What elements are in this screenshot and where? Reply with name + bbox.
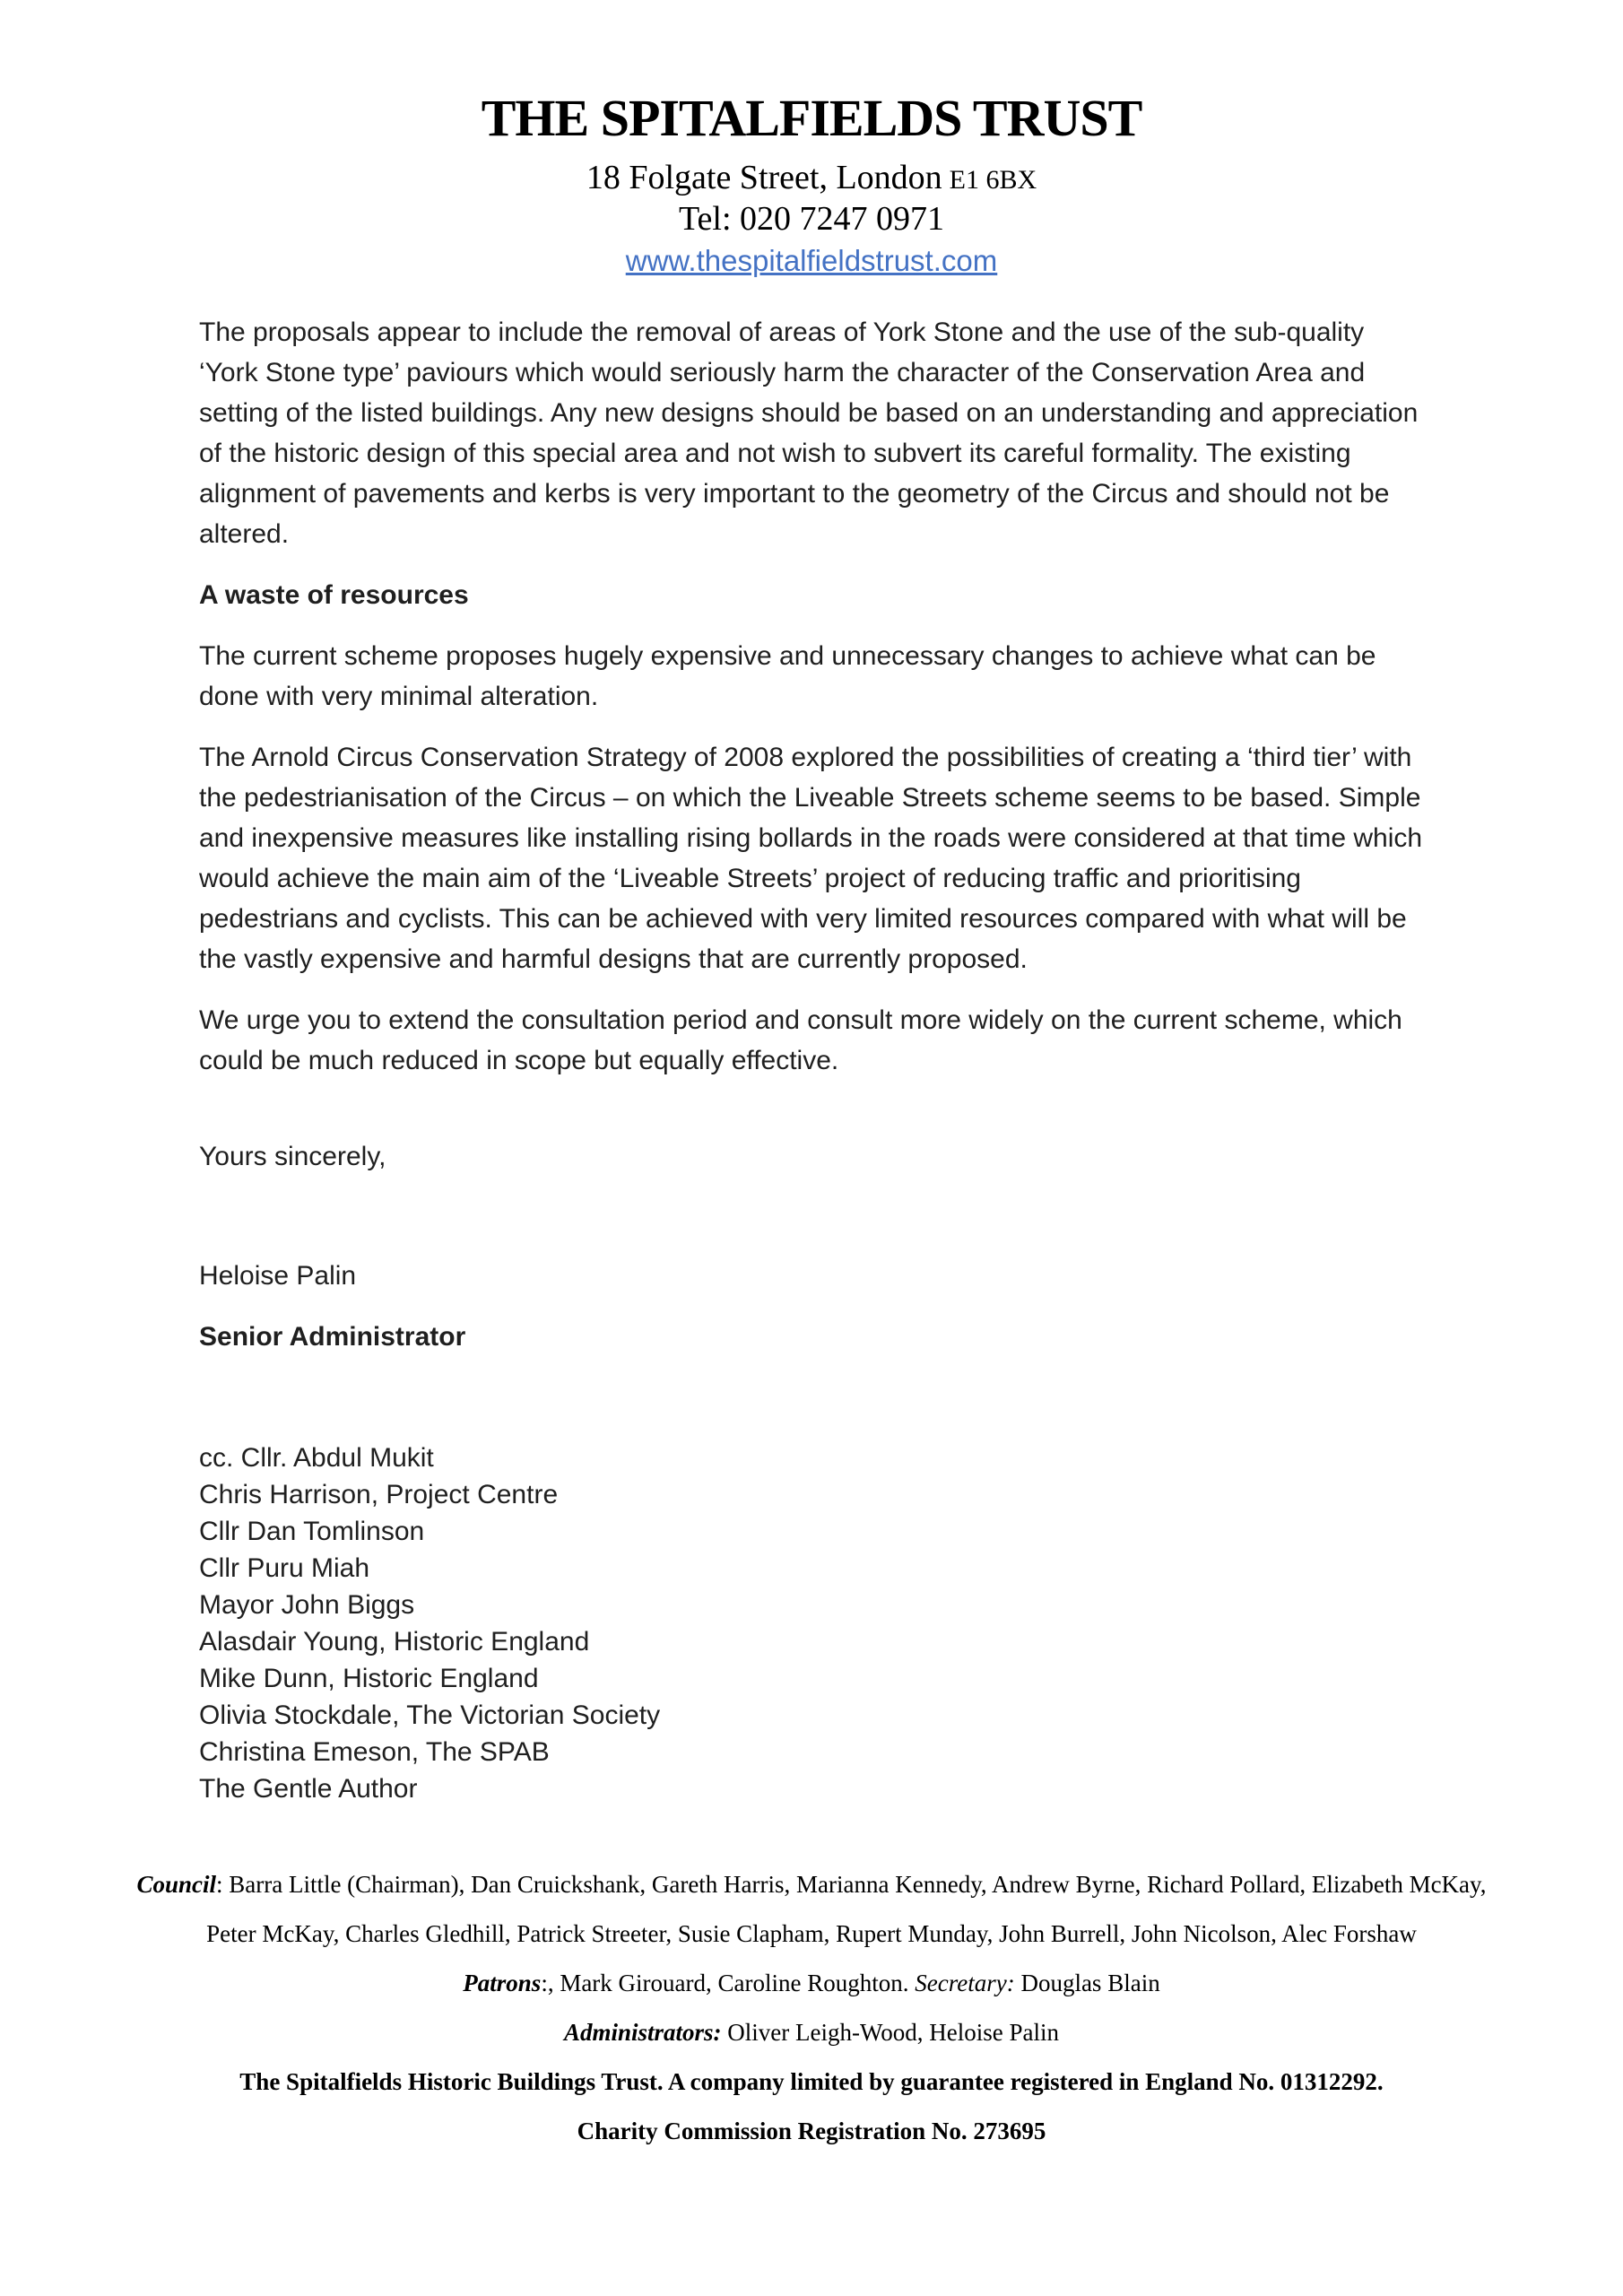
section-heading-waste-of-resources: A waste of resources — [199, 579, 469, 610]
cc-list-item: Alasdair Young, Historic England — [199, 1626, 590, 1657]
secretary-name: Douglas Blain — [1014, 1970, 1160, 1996]
charity-registration-line: Charity Commission Registration No. 273695 — [577, 2118, 1046, 2144]
cc-list-item: Chris Harrison, Project Centre — [199, 1479, 559, 1509]
company-registration-line: The Spitalfields Historic Buildings Trust. A company limited by guarantee registered in England No. 01312292. — [239, 2068, 1384, 2095]
cc-list-item: Christina Emeson, The SPAB — [199, 1736, 550, 1767]
cc-list-item: Mayor John Biggs — [199, 1589, 415, 1620]
address-street: 18 Folgate Street, London — [586, 158, 942, 196]
council-label: Council — [136, 1871, 216, 1898]
scheme-paragraph: The current scheme proposes hugely expensive and unnecessary changes to achieve what can be done with very minimal alteration. — [199, 640, 1376, 711]
signatory-title: Senior Administrator — [199, 1321, 466, 1352]
cc-list-item: Cllr Dan Tomlinson — [199, 1516, 425, 1546]
intro-paragraph: The proposals appear to include the removal of areas of York Stone and the use of the sub-quality ‘York Stone type’ paviours which would seriously harm the character of the Conservation Area and setting of the listed buildings. Any new designs should be based on an understanding and appreciation of the historic design of this special area and not wish to subvert its careful formality. The existing alignment of pavements and kerbs is very important to the geometry of the Circus and should not be altered. — [199, 317, 1419, 549]
administrators-line — [126, 2018, 1497, 2047]
administrators-names: Oliver Leigh-Wood, Heloise Palin — [721, 2019, 1060, 2046]
cc-list-item: Olivia Stockdale, The Victorian Society — [199, 1700, 661, 1730]
cc-list-item: The Gentle Author — [199, 1773, 418, 1804]
cc-list-item: Cllr Puru Miah — [199, 1552, 370, 1583]
council-line-2: Peter McKay, Charles Gledhill, Patrick Streeter, Susie Clapham, Rupert Munday, John Burrell, John Nicolson, Alec Forshaw — [206, 1920, 1417, 1947]
administrators-label: Administrators: — [563, 2019, 722, 2046]
patrons-names: :, Mark Girouard, Caroline Roughton. — [541, 1970, 916, 1996]
letter-body — [199, 312, 1426, 1807]
org-name: THE SPITALFIELDS TRUST — [481, 89, 1142, 147]
letter-footer — [0, 1870, 1623, 2166]
phone-line: Tel: 020 7247 0971 — [678, 199, 945, 238]
secretary-label: Secretary: — [915, 1970, 1015, 1996]
cc-list-item: Mike Dunn, Historic England — [199, 1663, 539, 1693]
strategy-paragraph: The Arnold Circus Conservation Strategy of 2008 explored the possibilities of creating a ‘third tier’ with the pedestrianisation of the Circus – on which the Liveable Streets scheme seems to be based. Simple and inexpensive measures like installing rising bollards in the roads were considered at that time which would achieve the main aim of the ‘Liveable Streets’ project of reducing traffic and prioritising pedestrians and cyclists. This can be achieved with very limited resources compared with what will be the vastly expensive and harmful designs that are currently proposed. — [199, 742, 1423, 974]
cc-list-item: cc. Cllr. Abdul Mukit — [199, 1442, 434, 1473]
council-names-1: : Barra Little (Chairman), Dan Cruickshank, Gareth Harris, Marianna Kennedy, Andrew Byrne, Richard Pollard, Elizabeth McKay, — [215, 1871, 1487, 1898]
closing-salutation: Yours sincerely, — [199, 1141, 386, 1171]
urge-paragraph: We urge you to extend the consultation period and consult more widely on the current scheme, which could be much reduced in scope but equally effective. — [199, 1004, 1402, 1075]
letterhead — [0, 0, 1623, 278]
cc-block — [199, 1439, 1426, 1807]
website-line — [0, 245, 1623, 277]
signatory-name: Heloise Palin — [199, 1260, 357, 1291]
patrons-label: Patrons — [463, 1970, 542, 1996]
address-line — [0, 160, 1623, 197]
patrons-secretary-line — [126, 1969, 1497, 1997]
council-line-1 — [126, 1870, 1497, 1899]
website-link[interactable]: www.thespitalfieldstrust.com — [625, 244, 998, 278]
address-postcode: E1 6BX — [949, 164, 1037, 195]
